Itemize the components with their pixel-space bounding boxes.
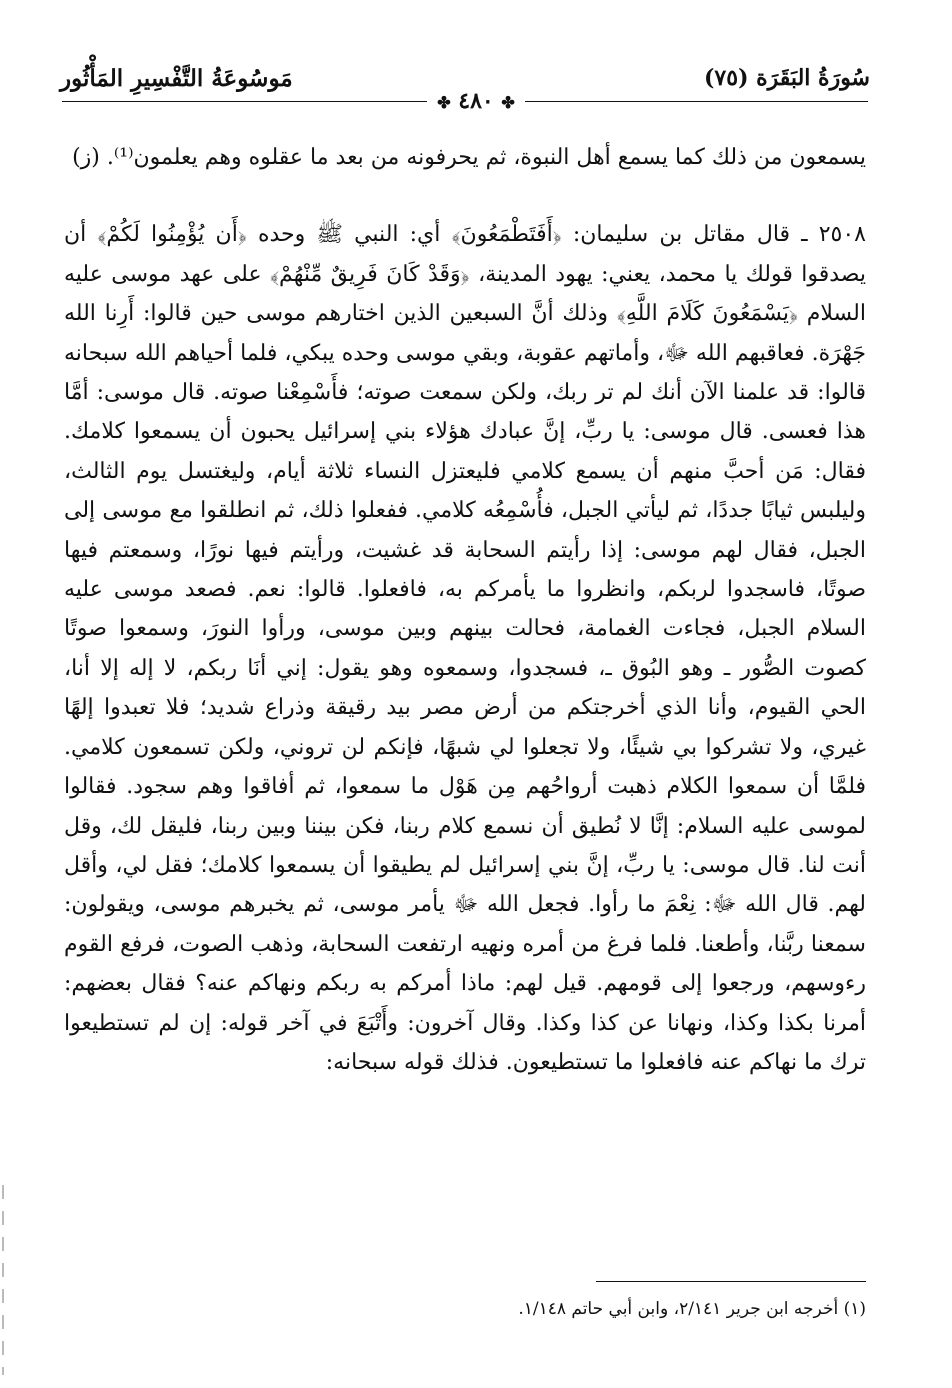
surah-title: سُورَةُ البَقَرَة (٧٥) — [704, 65, 870, 91]
ornament-icon: ✤ — [437, 93, 451, 112]
page-number: ٤٨٠ — [458, 88, 494, 114]
ornament-icon: ✤ — [501, 93, 515, 112]
page-number-box — [0, 88, 952, 114]
footnote-rule — [596, 1281, 866, 1282]
scan-edge-marks — [2, 1185, 4, 1375]
page-number-wrap — [427, 88, 525, 114]
book-title: مَوسُوعَةُ التَّفْسِيرِ المَأْثُور — [60, 64, 293, 92]
paragraph-continuation: يسمعون من ذلك كما يسمع أهل النبوة، ثم يحرفونه من بعد ما عقلوه وهم يعلمون⁽¹⁾. (ز) — [72, 145, 866, 170]
footnote: (١) أخرجه ابن جرير ٢/١٤١، وابن أبي حاتم ١/١٤٨. — [518, 1299, 866, 1319]
main-text — [64, 138, 866, 1082]
paragraph-2508: ٢٥٠٨ ـ قال مقاتل بن سليمان: ﴿أَفَتَطْمَعُونَ﴾ أي: النبي ﷺ وحده ﴿أَن يُؤْمِنُوا لَكُمْ﴾ أن يصدقوا قولك يا محمد، يعني: يهود المدينة، ﴿وَقَدْ كَانَ فَرِيقٌ مِّنْهُمْ﴾ على عهد موسى عليه السلام ﴿يَسْمَعُونَ كَلَامَ اللَّهِ﴾ وذلك أنَّ السبعين الذين اختارهم موسى حين قالوا: أَرِنا الله جَهْرَة. فعاقبهم الله ﷻ، وأماتهم عقوبة، وبقي موسى وحده يبكي، فلما أحياهم الله سبحانه قالوا: قد علمنا الآن أنك لم تر ربك، ولكن سمعت صوته؛ فأَسْمِعْنا صوته. قال موسى: أمَّا هذا فعسى. قال موسى: يا ربِّ، إنَّ عبادك هؤلاء بني إسرائيل يحبون أن يسمعوا كلامك. فقال: مَن أحبَّ منهم أن يسمع كلامي فليعتزل النساء ثلاثة أيام، وليغتسل يوم الثالث، وليلبس ثيابًا جددًا، ثم ليأتي الجبل، فأُسْمِعُه كلامي. ففعلوا ذلك، ثم انطلقوا مع موسى إلى الجبل، فقال لهم موسى: إذا رأيتم السحابة قد غشيت، ورأيتم فيها نورًا، وسمعتم فيها صوتًا، فاسجدوا لربكم، وانظروا ما يأمركم به، فافعلوا. قالوا: نعم. فصعد موسى عليه السلام الجبل، فجاءت الغمامة، فحالت بينهم وبين موسى، ورأوا النورَ، وسمعوا صوتًا كصوت الصُّور ـ وهو البُوق ـ، فسجدوا، وسمعوه وهو يقول: إني أنَا ربكم، لا إله إلا أنا، الحي القيوم، وأنا الذي أخرجتكم من أرض مصر بيد رقيقة وذراع شديد؛ فلا تعبدوا إلهًا غيري، ولا تشركوا بي شيئًا، ولا تجعلوا لي شبهًا، فإنكم لن تروني، ولكن تسمعون كلامي. فلمَّا أن سمعوا الكلام ذهبت أرواحُهم مِن هَوْل ما سمعوا، ثم أفاقوا وهم سجود. فقالوا لموسى عليه السلام: إنَّا لا نُطيق أن نسمع كلام ربنا، فكن بيننا وبين ربنا، فليقل لك، وقل أنت لنا. قال موسى: يا ربِّ، إنَّ بني إسرائيل لم يطيقوا أن يسمعوا كلامك؛ فقل لي، وأقل لهم. قال الله ﷻ: نِعْمَ ما رأوا. فجعل الله ﷻ يأمر موسى، ثم يخبرهم موسى، ويقولون: سمعنا ربَّنا، وأطعنا. فلما فرغ من أمره ونهيه ارتفعت السحابة، وذهب الصوت، فرفع القوم رءوسهم، ورجعوا إلى قومهم. قيل لهم: ماذا أمركم به ربكم ونهاكم عنه؟ فقال بعضهم: أمرنا بكذا وكذا، ونهانا عن كذا وكذا. وقال آخرون: وأَتْبَعَ في آخر قوله: إن لم تستطيعوا ترك ما نهاكم عنه فافعلوا ما تستطيعون. فذلك قوله سبحانه: — [64, 222, 866, 1075]
